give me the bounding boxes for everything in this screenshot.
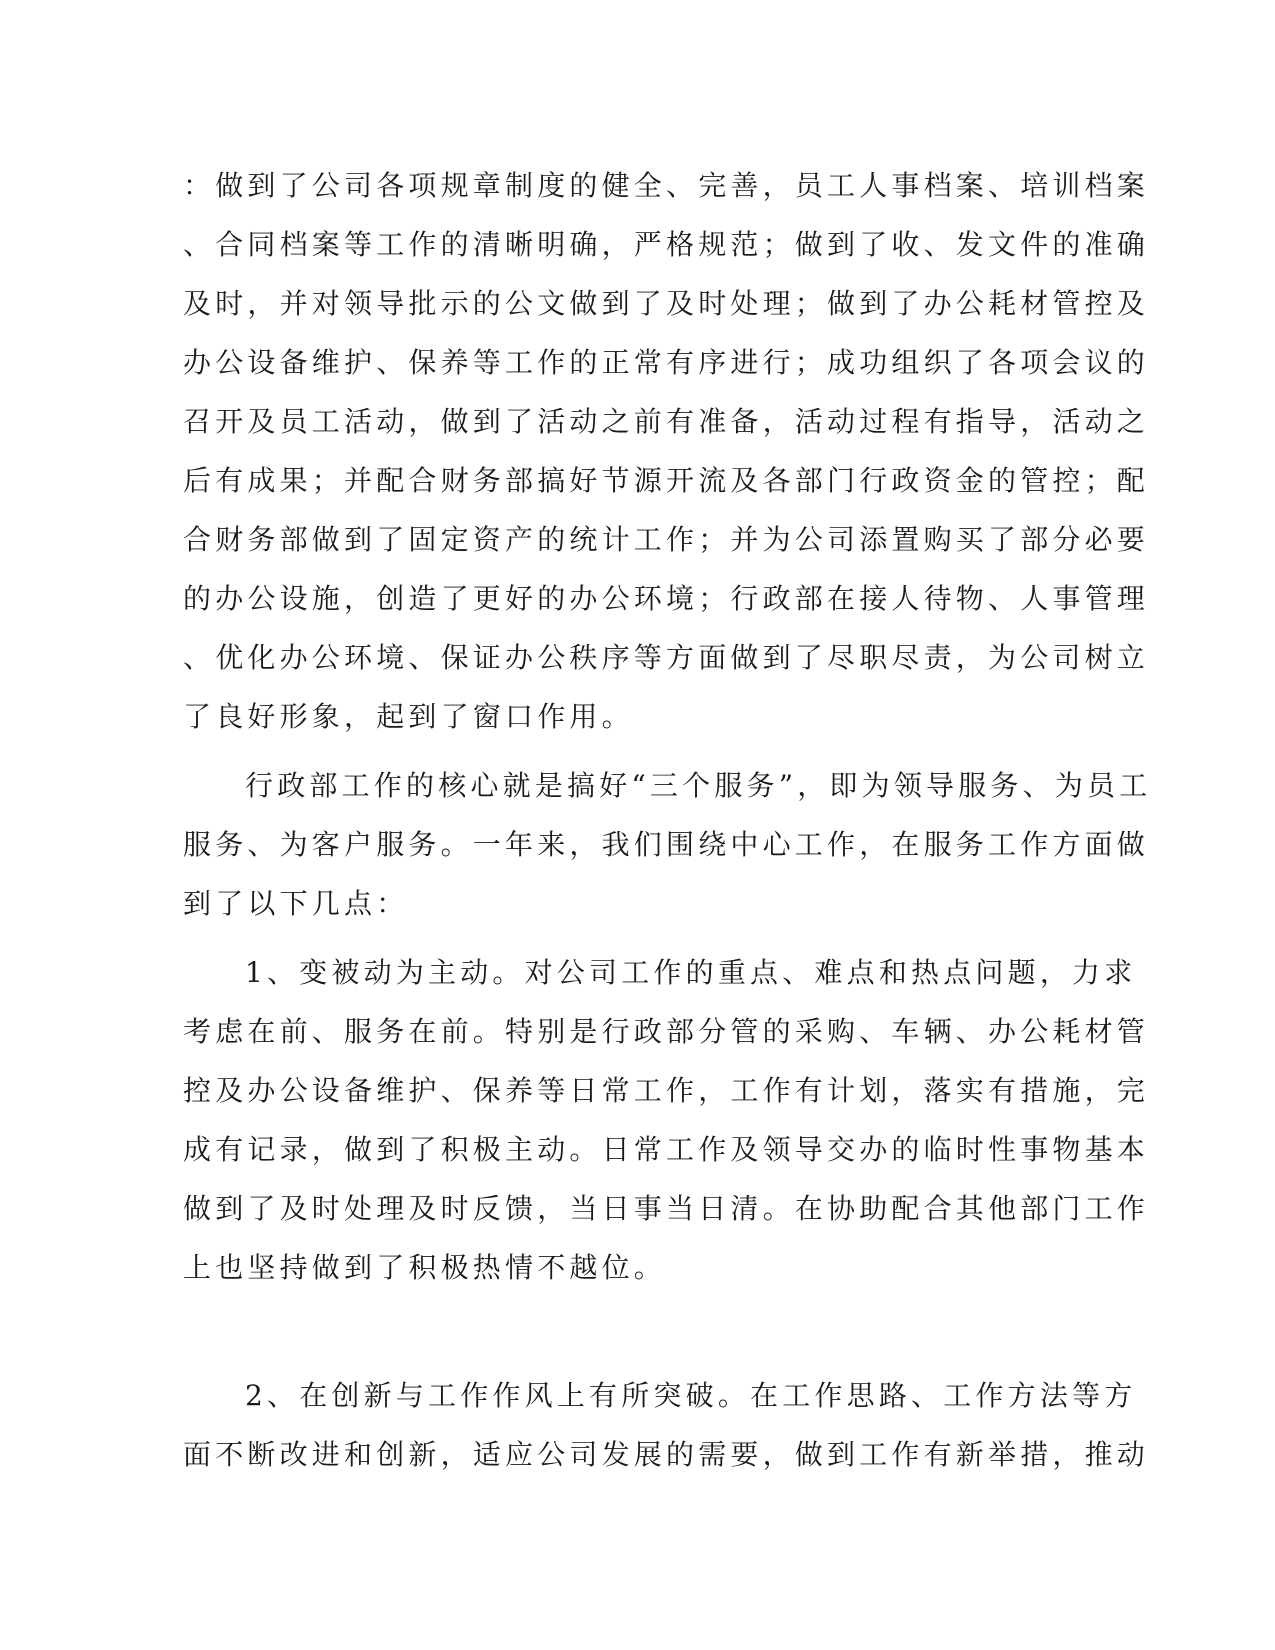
text-line: 服务、为客户服务。一年来，我们围绕中心工作，在服务工作方面做 — [183, 828, 1150, 861]
text-line: 做到了及时处理及时反馈，当日事当日清。在协助配合其他部门工作 — [183, 1192, 1150, 1225]
paragraph-gap — [183, 746, 1043, 756]
text-line: 的办公设施，创造了更好的办公环境；行政部在接人待物、人事管理 — [183, 582, 1150, 615]
text-line: 1、变被动为主动。对公司工作的重点、难点和热点问题，力求 — [245, 956, 1137, 989]
text-line: 考虑在前、服务在前。特别是行政部分管的采购、车辆、办公耗材管 — [183, 1015, 1150, 1048]
text-line: ：做到了公司各项规章制度的健全、完善，员工人事档案、培训档案 — [183, 169, 1150, 202]
document-body — [183, 156, 1152, 1484]
paragraph — [183, 756, 1152, 933]
text-line: 到了以下几点： — [183, 887, 409, 920]
paragraph — [183, 943, 1150, 1356]
paragraph — [183, 156, 1150, 746]
text-line: 行政部工作的核心就是搞好“三个服务”，即为领导服务、为员工 — [245, 769, 1152, 802]
text-line: 成有记录，做到了积极主动。日常工作及领导交办的临时性事物基本 — [183, 1133, 1150, 1166]
paragraph — [183, 1366, 1150, 1484]
text-line: 召开及员工活动，做到了活动之前有准备，活动过程有指导，活动之 — [183, 405, 1150, 438]
text-line: 了良好形象，起到了窗口作用。 — [183, 700, 634, 733]
paragraph-gap — [183, 1356, 1043, 1366]
text-line: 控及办公设备维护、保养等日常工作，工作有计划，落实有措施，完 — [183, 1074, 1150, 1107]
text-line: 、合同档案等工作的清晰明确，严格规范；做到了收、发文件的准确 — [183, 228, 1150, 261]
text-line — [183, 1297, 1043, 1356]
text-line: 及时，并对领导批示的公文做到了及时处理；做到了办公耗材管控及 — [183, 287, 1150, 320]
text-line: 办公设备维护、保养等工作的正常有序进行；成功组织了各项会议的 — [183, 346, 1150, 379]
text-line: 上也坚持做到了积极热情不越位。 — [183, 1251, 667, 1284]
text-line: 、优化办公环境、保证办公秩序等方面做到了尽职尽责，为公司树立 — [183, 641, 1150, 674]
paragraph-gap — [183, 933, 1043, 943]
text-line: 后有成果；并配合财务部搞好节源开流及各部门行政资金的管控；配 — [183, 464, 1150, 497]
text-line: 合财务部做到了固定资产的统计工作；并为公司添置购买了部分必要 — [183, 523, 1150, 556]
text-line: 2、在创新与工作作风上有所突破。在工作思路、工作方法等方 — [245, 1379, 1137, 1412]
text-line: 面不断改进和创新，适应公司发展的需要，做到工作有新举措，推动 — [183, 1438, 1150, 1471]
